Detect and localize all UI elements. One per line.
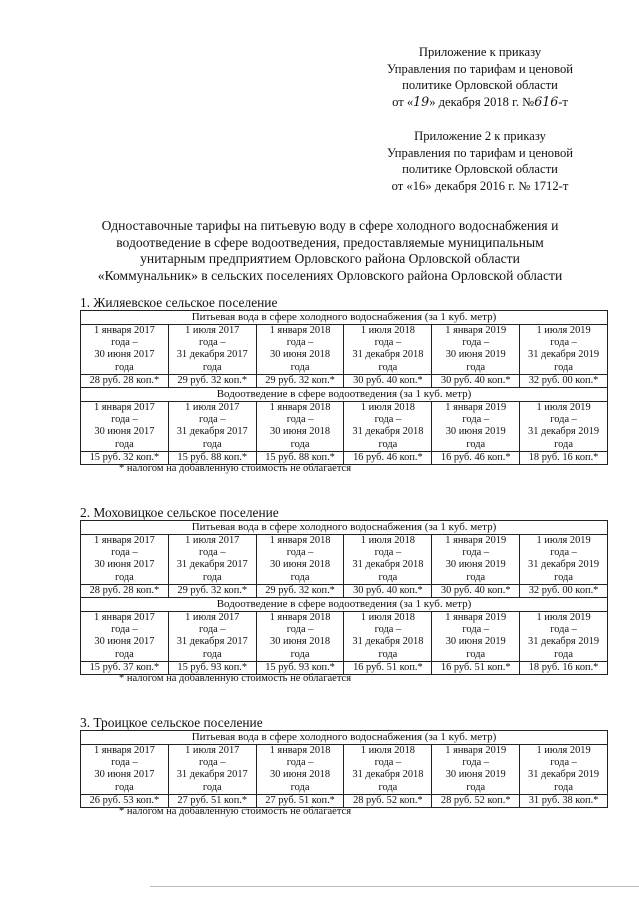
period-cell: 1 января 2019 года – 30 июня 2019 года	[432, 612, 520, 662]
tariff-value: 26 руб. 53 коп.*	[81, 795, 169, 808]
appendix-header-line: Приложение 2 к приказу	[414, 129, 546, 143]
period-cell: 1 июля 2019 года – 31 декабря 2019 года	[520, 745, 608, 795]
period-cell: 1 января 2019 года – 30 июня 2019 года	[432, 402, 520, 452]
tariff-value: 30 руб. 40 коп.*	[344, 585, 432, 598]
appendix-2-header	[350, 128, 610, 194]
title-line: водоотведение в сфере водоотведения, предоставляемые муниципальным	[116, 234, 544, 250]
tariff-value: 15 руб. 88 коп.*	[256, 452, 344, 465]
period-cell: 1 июля 2019 года – 31 декабря 2019 года	[520, 325, 608, 375]
period-cell: 1 января 2017 года – 30 июня 2017 года	[81, 535, 169, 585]
tariff-value: 28 руб. 52 коп.*	[344, 795, 432, 808]
water-header: Питьевая вода в сфере холодного водоснабжения (за 1 куб. метр)	[81, 731, 608, 745]
scan-edge-line	[150, 886, 639, 887]
appendix-header-line: Приложение к приказу	[418, 45, 542, 59]
tariff-table	[80, 310, 608, 465]
period-cell: 1 июля 2019 года – 31 декабря 2019 года	[520, 535, 608, 585]
title-line: унитарным предприятием Орловского района Орловской области	[140, 251, 520, 267]
title-line: «Коммунальник» в сельских поселениях Орловского района Орловской области	[97, 267, 563, 283]
tariff-table	[80, 520, 608, 675]
period-cell: 1 июля 2019 года – 31 декабря 2019 года	[520, 612, 608, 662]
tariff-value: 15 руб. 37 коп.*	[81, 662, 169, 675]
wastewater-header: Водоотведение в сфере водоотведения (за 1 куб. метр)	[81, 388, 608, 402]
wastewater-header: Водоотведение в сфере водоотведения (за 1 куб. метр)	[81, 598, 608, 612]
tariff-value: 29 руб. 32 коп.*	[256, 375, 344, 388]
tariff-value: 18 руб. 16 коп.*	[520, 452, 608, 465]
period-cell: 1 июля 2017 года – 31 декабря 2017 года	[168, 325, 256, 375]
tariff-value: 32 руб. 00 коп.*	[520, 375, 608, 388]
vat-note: * налогом на добавленную стоимость не облагается	[119, 463, 352, 474]
tariff-table	[80, 730, 608, 808]
period-cell: 1 июля 2018 года – 31 декабря 2018 года	[344, 325, 432, 375]
appendix-header-order-line	[350, 94, 610, 111]
tariff-value: 29 руб. 32 коп.*	[168, 585, 256, 598]
tariff-value: 32 руб. 00 коп.*	[520, 585, 608, 598]
period-cell: 1 января 2018 года – 30 июня 2018 года	[256, 745, 344, 795]
tariff-value: 28 руб. 52 коп.*	[432, 795, 520, 808]
tariff-value: 18 руб. 16 коп.*	[520, 662, 608, 675]
period-cell: 1 января 2018 года – 30 июня 2018 года	[256, 612, 344, 662]
tariff-value: 29 руб. 32 коп.*	[168, 375, 256, 388]
period-cell: 1 января 2018 года – 30 июня 2018 года	[256, 535, 344, 585]
vat-note: * налогом на добавленную стоимость не облагается	[119, 673, 352, 684]
water-header: Питьевая вода в сфере холодного водоснабжения (за 1 куб. метр)	[81, 311, 608, 325]
period-cell: 1 июля 2018 года – 31 декабря 2018 года	[344, 402, 432, 452]
tariff-value: 15 руб. 93 коп.*	[256, 662, 344, 675]
period-cell: 1 января 2017 года – 30 июня 2017 года	[81, 325, 169, 375]
period-cell: 1 июля 2017 года – 31 декабря 2017 года	[168, 745, 256, 795]
period-cell: 1 июля 2019 года – 31 декабря 2019 года	[520, 402, 608, 452]
period-cell: 1 июля 2018 года – 31 декабря 2018 года	[344, 612, 432, 662]
tariff-value: 30 руб. 40 коп.*	[432, 375, 520, 388]
period-cell: 1 июля 2017 года – 31 декабря 2017 года	[168, 402, 256, 452]
appendix-header-line: Управления по тарифам и ценовой	[387, 61, 573, 76]
order-number-suffix: -т	[558, 94, 568, 109]
period-cell: 1 июля 2017 года – 31 декабря 2017 года	[168, 612, 256, 662]
water-header: Питьевая вода в сфере холодного водоснабжения (за 1 куб. метр)	[81, 521, 608, 535]
appendix-header-line: от «16» декабря 2016 г. № 1712-т	[391, 178, 569, 193]
section-title: 2. Моховицкое сельское поселение	[80, 505, 279, 520]
tariff-value: 28 руб. 28 коп.*	[81, 585, 169, 598]
period-cell: 1 января 2017 года – 30 июня 2017 года	[81, 402, 169, 452]
appendix-header-line: политике Орловской области	[402, 162, 558, 176]
tariff-value: 31 руб. 38 коп.*	[520, 795, 608, 808]
tariff-value: 30 руб. 40 коп.*	[344, 375, 432, 388]
section-title: 1. Жиляевское сельское поселение	[80, 295, 278, 310]
tariff-value: 16 руб. 51 коп.*	[432, 662, 520, 675]
order-date-prefix: от «	[392, 94, 414, 109]
appendix-header-line: Управления по тарифам и ценовой	[387, 145, 573, 160]
period-cell: 1 июля 2018 года – 31 декабря 2018 года	[344, 745, 432, 795]
tariff-value: 30 руб. 40 коп.*	[432, 585, 520, 598]
period-cell: 1 января 2019 года – 30 июня 2019 года	[432, 535, 520, 585]
period-cell: 1 января 2017 года – 30 июня 2017 года	[81, 745, 169, 795]
order-date-mid: » декабря 2018 г. №	[429, 94, 535, 109]
tariff-value: 15 руб. 93 коп.*	[168, 662, 256, 675]
title-line: Одноставочные тарифы на питьевую воду в сфере холодного водоснабжения и	[101, 218, 559, 233]
document-title	[70, 218, 590, 284]
tariff-value: 15 руб. 88 коп.*	[168, 452, 256, 465]
tariff-value: 16 руб. 46 коп.*	[344, 452, 432, 465]
tariff-value: 16 руб. 51 коп.*	[344, 662, 432, 675]
appendix-header-line: политике Орловской области	[402, 78, 558, 92]
tariff-value: 15 руб. 32 коп.*	[81, 452, 169, 465]
period-cell: 1 июля 2017 года – 31 декабря 2017 года	[168, 535, 256, 585]
period-cell: 1 января 2018 года – 30 июня 2018 года	[256, 325, 344, 375]
tariff-value: 29 руб. 32 коп.*	[256, 585, 344, 598]
period-cell: 1 июля 2018 года – 31 декабря 2018 года	[344, 535, 432, 585]
tariff-value: 27 руб. 51 коп.*	[256, 795, 344, 808]
period-cell: 1 января 2019 года – 30 июня 2019 года	[432, 745, 520, 795]
tariff-value: 27 руб. 51 коп.*	[168, 795, 256, 808]
appendix-header	[350, 44, 610, 110]
period-cell: 1 января 2018 года – 30 июня 2018 года	[256, 402, 344, 452]
period-cell: 1 января 2019 года – 30 июня 2019 года	[432, 325, 520, 375]
tariff-value: 28 руб. 28 коп.*	[81, 375, 169, 388]
section-title: 3. Троицкое сельское поселение	[80, 715, 263, 730]
tariff-value: 16 руб. 46 коп.*	[432, 452, 520, 465]
period-cell: 1 января 2017 года – 30 июня 2017 года	[81, 612, 169, 662]
order-day-handwritten: 19	[413, 93, 430, 109]
order-number-handwritten: 616	[534, 93, 559, 109]
vat-note: * налогом на добавленную стоимость не облагается	[119, 806, 352, 817]
